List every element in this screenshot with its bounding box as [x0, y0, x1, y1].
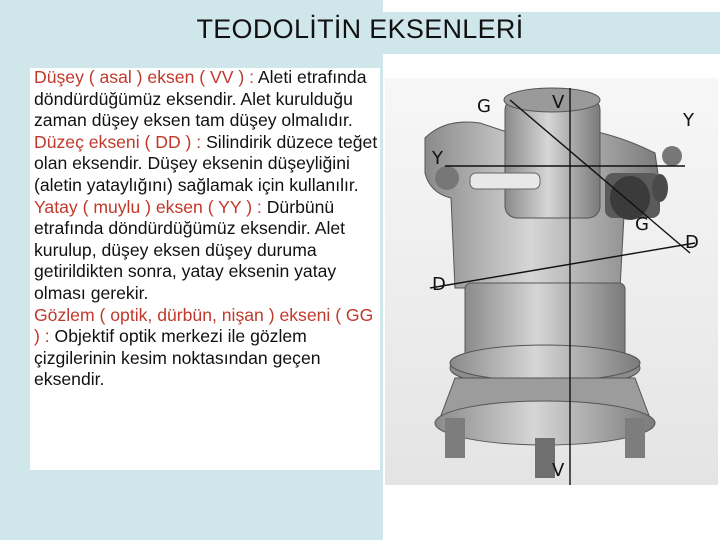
- slide-title: TEODOLİTİN EKSENLERİ: [196, 14, 524, 44]
- label-g-right: G: [635, 214, 649, 235]
- axes-description: [34, 67, 379, 391]
- label-g-top: G: [477, 96, 491, 117]
- yy-axis-key: Yatay ( muylu ) eksen ( YY ) :: [34, 196, 262, 217]
- gg-axis-key: Gözlem ( optik, dürbün, nişan ) ekseni ( GG ) :: [34, 304, 374, 347]
- dd-axis-key: Düzeç ekseni ( DD ) :: [34, 131, 202, 152]
- yy-axis-text: Dürbünü etrafında döndürdüğümüz eksendir. Alet kurulup, düşey eksen düşey duruma getirildikten sonra, yatay eksenin yatay olması gerekir.: [34, 196, 346, 303]
- label-d-left: D: [432, 274, 446, 295]
- vv-axis-text: Aleti etrafında döndürdüğümüz eksendir. Alet kurulduğu zaman düşey eksen tam düşey olmalıdır.: [34, 67, 367, 131]
- label-d-right: D: [685, 232, 699, 253]
- label-v-bottom: V: [552, 460, 565, 481]
- label-y-left: Y: [432, 148, 443, 169]
- vv-axis-key: Düşey ( asal ) eksen ( VV ) :: [34, 67, 254, 87]
- dd-axis-text: Silindirik düzece teğet olan eksendir. Düşey eksenin düşeyliğini (aletin yataylığını) sağlamak için kullanılır.: [34, 131, 378, 195]
- gg-axis-text: Objektif optik merkezi ile gözlem çizgilerinin kesim noktasından geçen eksendir.: [34, 326, 321, 390]
- theodolite-photo: [385, 78, 718, 485]
- label-y-right: Y: [683, 110, 694, 131]
- label-v-top: V: [552, 92, 565, 113]
- theodolite-illustration: [385, 78, 718, 485]
